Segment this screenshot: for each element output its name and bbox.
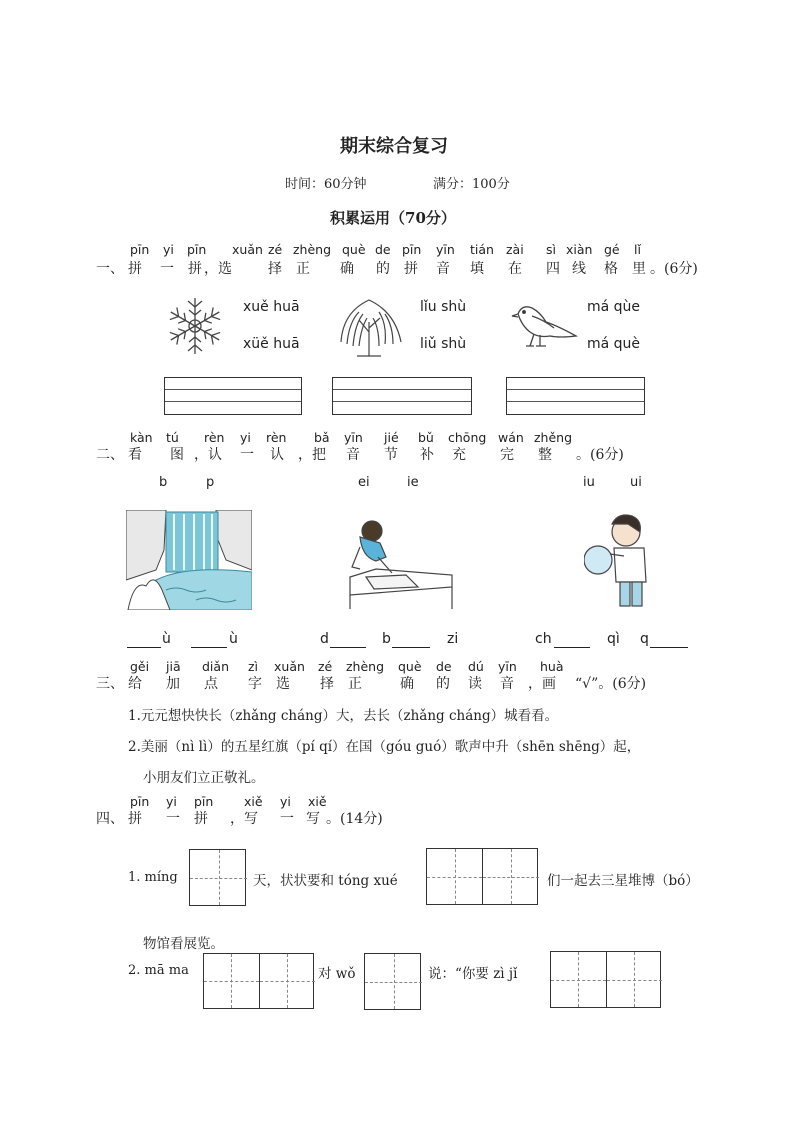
q2-label-ie: ie [407, 475, 419, 490]
q4-item-1-text-3: 物馆看展览。 [143, 936, 224, 952]
q4-item-1-text-2: 们一起去三星堆博（bó） [547, 873, 699, 889]
q2-blank-4[interactable] [392, 631, 430, 648]
q1-option-maque-1: má qùe [587, 299, 641, 315]
q1-option-xuehua-1: xuě huā [243, 299, 300, 315]
q3-item-2-continued: 小朋友们立正敬礼。 [143, 770, 265, 786]
q3-item-1: 1.元元想快快长（zhǎng cháng）大，去长（zhǎng cháng）城看看。 [128, 708, 559, 724]
q2-blank-2[interactable] [191, 631, 227, 648]
snowflake-icon [165, 295, 225, 357]
q4-item-2-text-1: 对 wǒ [318, 966, 356, 982]
four-line-grid-3[interactable] [506, 377, 645, 415]
q2-blank-6[interactable] [650, 631, 688, 648]
girl-making-bed-picture [346, 517, 456, 611]
sparrow-icon [510, 298, 580, 354]
q1-option-liushu-2: liǔ shù [420, 336, 467, 352]
page-title: 期末综合复习 [340, 136, 448, 157]
q2-label-b: b [159, 475, 168, 490]
q2-number: 二、 [96, 447, 124, 463]
q2-label-ei: ei [358, 475, 370, 490]
boy-blowing-balloon-picture [584, 510, 654, 610]
q2-label-ui: ui [630, 475, 642, 490]
exam-time: 时间：60分钟 [285, 177, 367, 192]
q4-item-1-number: 1. míng [128, 870, 178, 885]
q3-number: 三、 [96, 676, 124, 692]
full-score: 满分：100分 [433, 177, 510, 192]
q2-answer-row: ù ù d b zi ch qì q [0, 631, 794, 651]
q3-item-2: 2.美丽（nì lì）的五星红旗（pí qí）在国（góu guó）歌声中升（shēn shēng）起， [128, 739, 641, 755]
writing-grid-wo[interactable] [364, 953, 421, 1010]
writing-grid-mama[interactable] [203, 953, 314, 1009]
four-line-grid-2[interactable] [332, 377, 472, 415]
q1-option-xuehua-2: xüě huā [243, 336, 300, 352]
willow-tree-icon [333, 292, 408, 358]
waterfall-picture [126, 510, 252, 610]
q4-item-2-number: 2. mā ma [128, 963, 189, 978]
writing-grid-ziji[interactable] [550, 951, 661, 1008]
q2-label-iu: iu [583, 475, 595, 490]
q2-blank-5[interactable] [554, 631, 590, 648]
q1-option-liushu-1: lǐu shù [420, 299, 467, 315]
writing-grid-ming[interactable] [189, 849, 246, 906]
q2-blank-1[interactable] [127, 631, 161, 648]
four-line-grid-1[interactable] [164, 377, 302, 415]
q2-blank-3[interactable] [330, 631, 366, 648]
q1-number: 一、 [96, 261, 124, 277]
q4-number: 四、 [96, 811, 124, 827]
q4-item-2-text-2: 说：“你要 zì jǐ [428, 966, 518, 982]
q2-label-p: p [206, 475, 215, 490]
section-title: 积累运用（70分） [330, 209, 456, 227]
q4-item-1-text-1: 天，状状要和 tóng xué [253, 873, 398, 889]
writing-grid-tongxue[interactable] [426, 848, 538, 905]
q1-option-maque-2: má què [587, 336, 641, 352]
